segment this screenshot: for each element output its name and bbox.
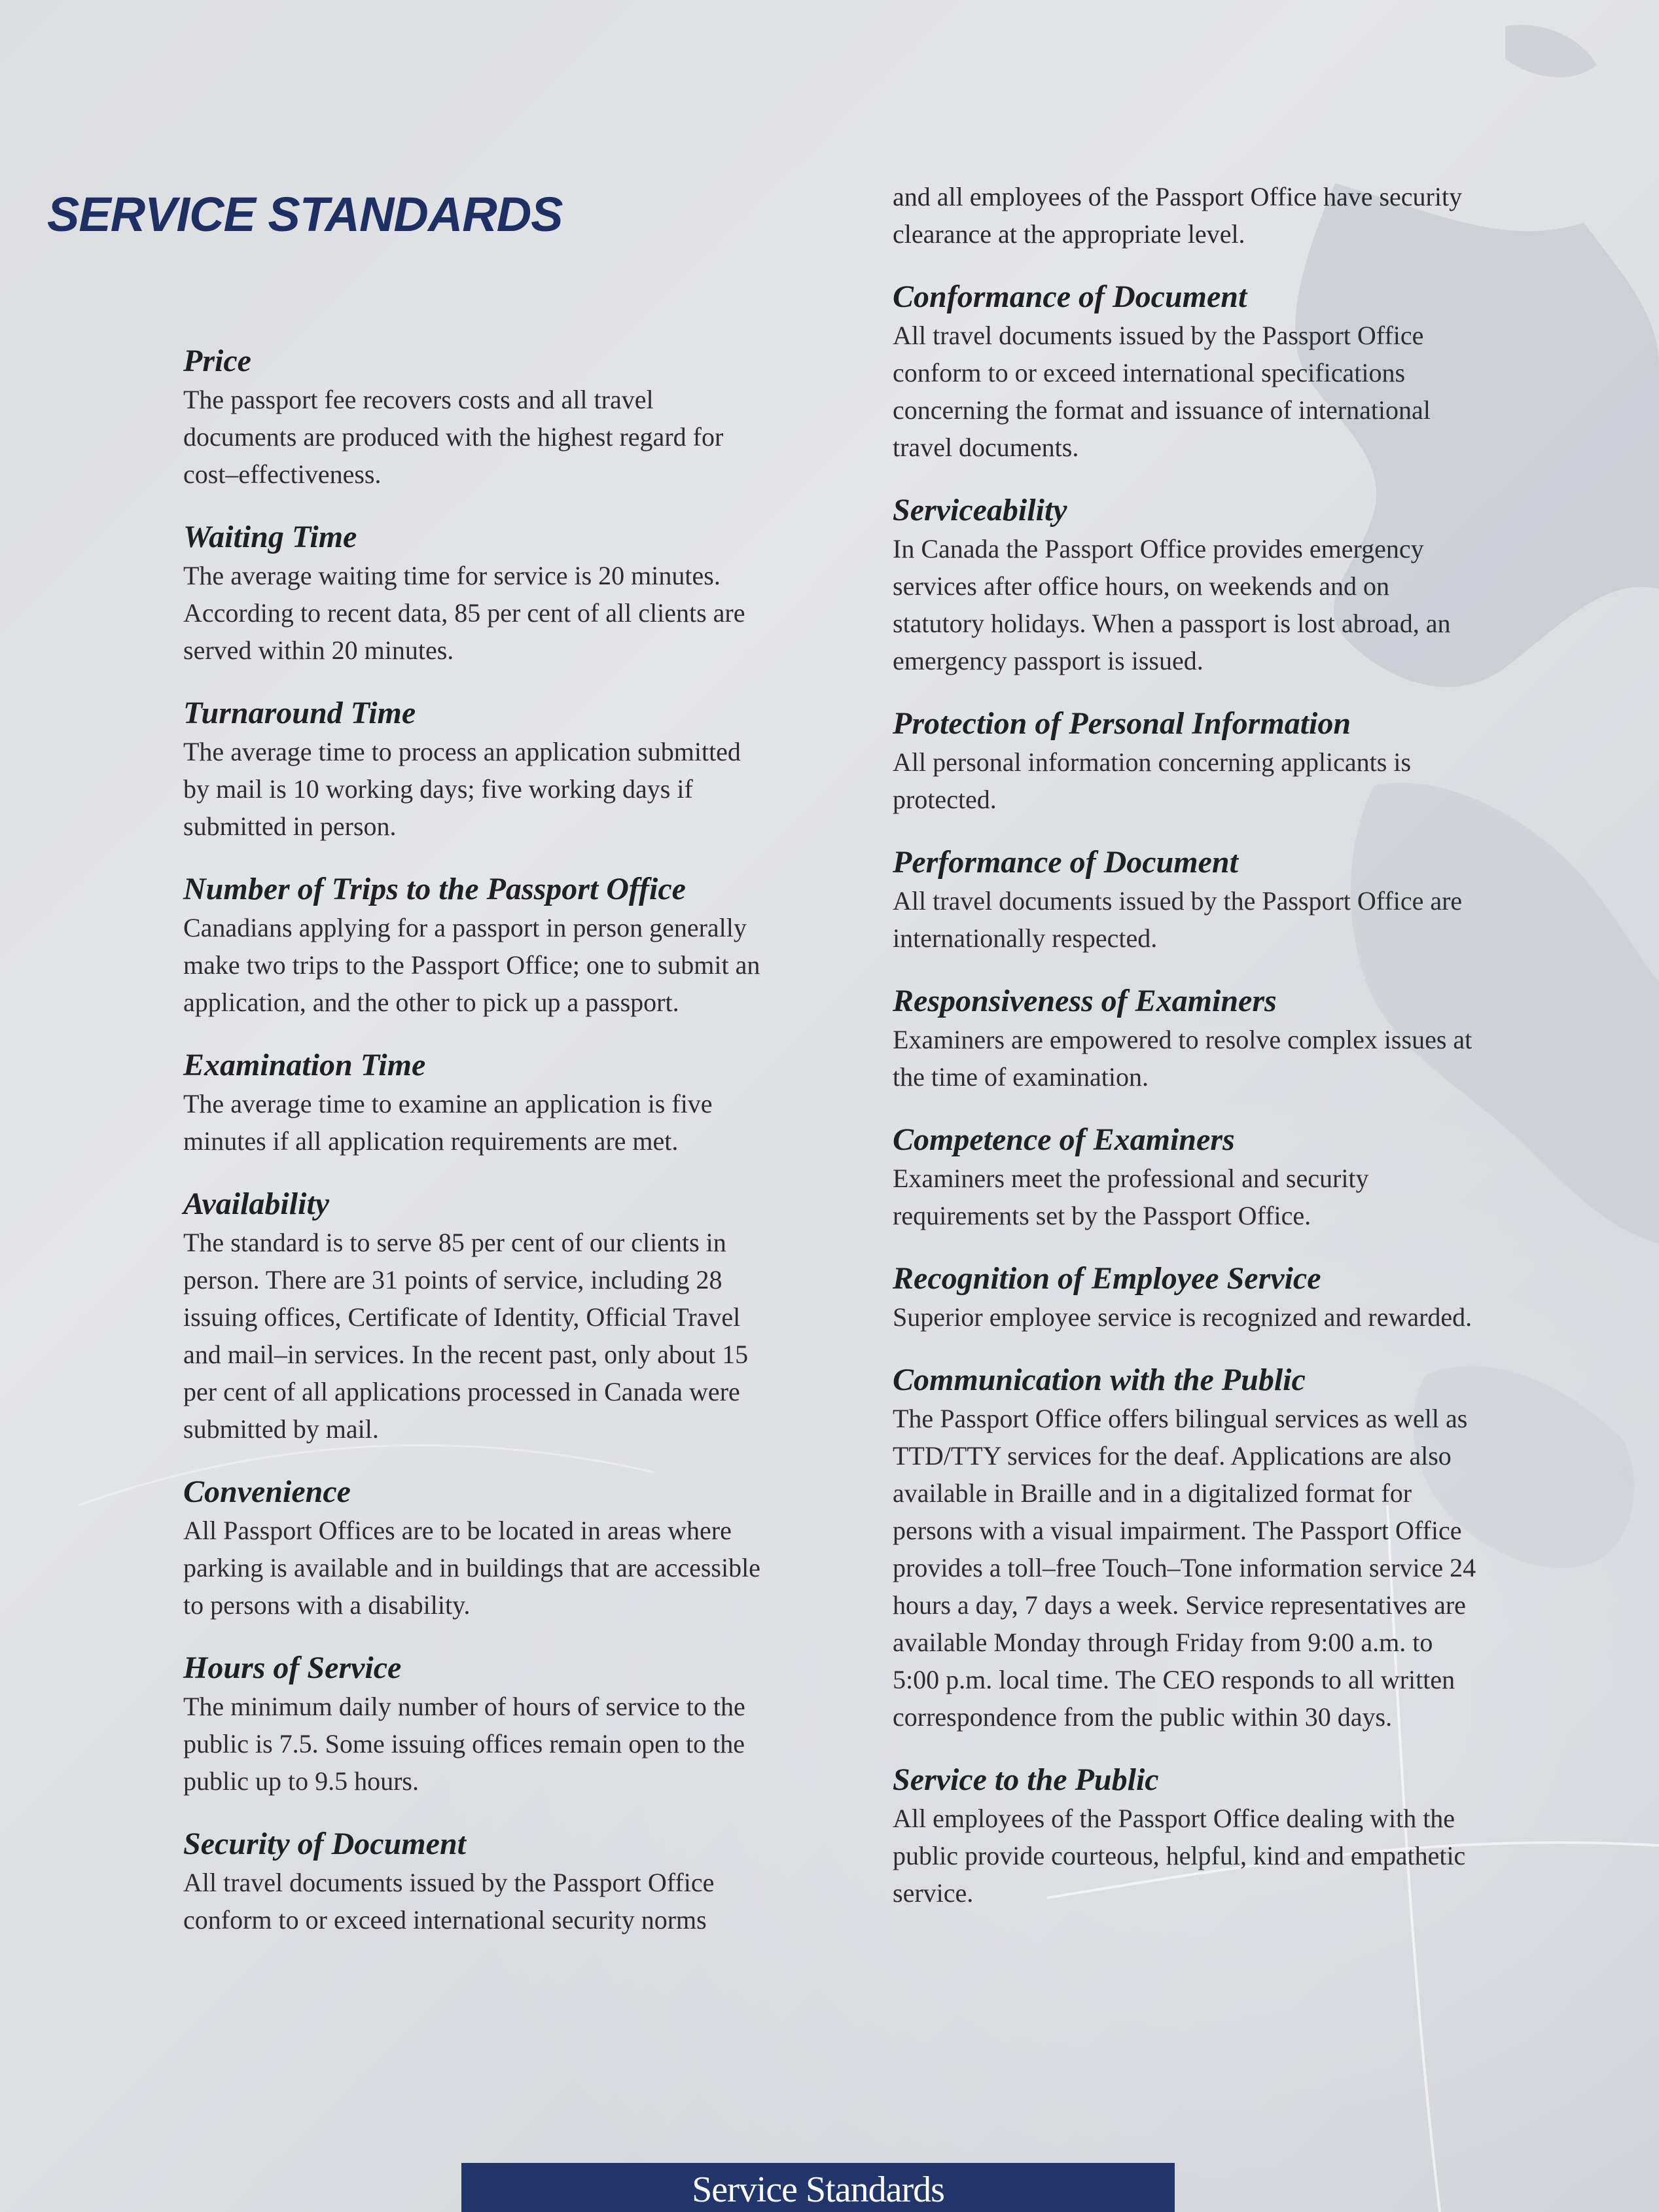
section-heading: Responsiveness of Examiners (893, 984, 1277, 1018)
section-competence-of-examiners (893, 1120, 1482, 1234)
section-heading: Competence of Examiners (893, 1122, 1235, 1157)
section-examination-time (183, 1046, 772, 1160)
section-body: All travel documents issued by the Passport Office conform to or exceed international specifications concerning the format and issuance of international travel documents. (893, 321, 1431, 462)
section-serviceability (893, 491, 1482, 679)
section-heading: Performance of Document (893, 845, 1238, 880)
section-heading: Communication with the Public (893, 1363, 1306, 1397)
section-heading: Availability (183, 1186, 330, 1221)
section-heading: Serviceability (893, 493, 1067, 527)
continued-text: and all employees of the Passport Office have security clearance at the appropriate level. (893, 182, 1463, 249)
section-body: The average waiting time for service is 20 minutes. According to recent data, 85 per cent of all clients are served within 20 minutes. (183, 561, 745, 665)
section-heading: Convenience (183, 1474, 351, 1509)
section-responsiveness-of-examiners (893, 982, 1482, 1096)
section-protection-of-personal-information (893, 704, 1482, 818)
section-convenience (183, 1472, 772, 1624)
section-recognition-of-employee-service (893, 1259, 1482, 1336)
section-heading: Service to the Public (893, 1762, 1159, 1797)
section-body: All travel documents issued by the Passport Office are internationally respected. (893, 886, 1463, 953)
section-body: The standard is to serve 85 per cent of our clients in person. There are 31 points of service, including 28 issuing offices, Certificate of Identity, Official Travel and mail–in services. In the recent past, only about 15 per cent of all applications processed in Canada were submitted by mail. (183, 1228, 749, 1444)
section-performance-of-document (893, 843, 1482, 957)
section-heading: Price (183, 344, 251, 378)
section-body: In Canada the Passport Office provides emergency services after office hours, on weekends and on statutory holidays. When a passport is lost abroad, an emergency passport is issued. (893, 534, 1451, 675)
section-body: The average time to process an application submitted by mail is 10 working days; five working days if submitted in person. (183, 737, 741, 841)
section-heading: Waiting Time (183, 520, 357, 554)
section-conformance-of-document (893, 277, 1482, 466)
section-number-of-trips (183, 870, 772, 1021)
section-waiting-time (183, 518, 772, 669)
section-availability (183, 1185, 772, 1448)
section-heading: Protection of Personal Information (893, 706, 1351, 741)
section-body: The average time to examine an application is five minutes if all application requirements are met. (183, 1089, 713, 1156)
section-heading: Security of Document (183, 1827, 466, 1861)
section-body: Superior employee service is recognized and rewarded. (893, 1302, 1472, 1332)
section-security-of-document (183, 1825, 772, 1938)
left-column (183, 342, 772, 1963)
section-body: The Passport Office offers bilingual services as well as TTD/TTY services for the deaf. Applications are also available in Braille and in a digitalized format for persons with a visual impairment. The Passport Office provides a toll–free Touch–Tone information service 24 hours a day, 7 days a week. Service representatives are available Monday through Friday from 9:00 a.m. to 5:00 p.m. local time. The CEO responds to all written correspondence from the public within 30 days. (893, 1404, 1476, 1732)
right-column (893, 178, 1482, 1936)
section-hours-of-service (183, 1649, 772, 1800)
section-body: All personal information concerning applicants is protected. (893, 747, 1412, 814)
section-heading: Hours of Service (183, 1650, 402, 1685)
section-heading: Number of Trips to the Passport Office (183, 872, 686, 906)
section-body: All employees of the Passport Office dealing with the public provide courteous, helpful, kind and empathetic service. (893, 1804, 1466, 1908)
section-body: The minimum daily number of hours of service to the public is 7.5. Some issuing offices remain open to the public up to 9.5 hours. (183, 1692, 745, 1796)
footer-label: Service Standards (692, 2169, 944, 2210)
page-title: SERVICE STANDARDS (47, 187, 563, 241)
section-heading: Conformance of Document (893, 279, 1247, 314)
footer-bar (461, 2163, 1175, 2212)
section-heading: Examination Time (183, 1048, 426, 1082)
section-communication-with-the-public (893, 1361, 1482, 1736)
section-turnaround-time (183, 694, 772, 845)
section-body: All travel documents issued by the Passport Office conform to or exceed international security norms (183, 1868, 715, 1935)
section-heading: Turnaround Time (183, 696, 416, 730)
section-service-to-the-public (893, 1760, 1482, 1912)
section-body: The passport fee recovers costs and all travel documents are produced with the highest regard for cost–effectiveness. (183, 385, 724, 489)
section-body: Examiners meet the professional and security requirements set by the Passport Office. (893, 1164, 1369, 1230)
section-body: Canadians applying for a passport in person generally make two trips to the Passport Office; one to submit an application, and the other to pick up a passport. (183, 913, 760, 1017)
section-heading: Recognition of Employee Service (893, 1261, 1321, 1296)
section-body: All Passport Offices are to be located in areas where parking is available and in buildings that are accessible to persons with a disability. (183, 1516, 760, 1620)
section-body: Examiners are empowered to resolve complex issues at the time of examination. (893, 1025, 1472, 1092)
section-price (183, 342, 772, 493)
